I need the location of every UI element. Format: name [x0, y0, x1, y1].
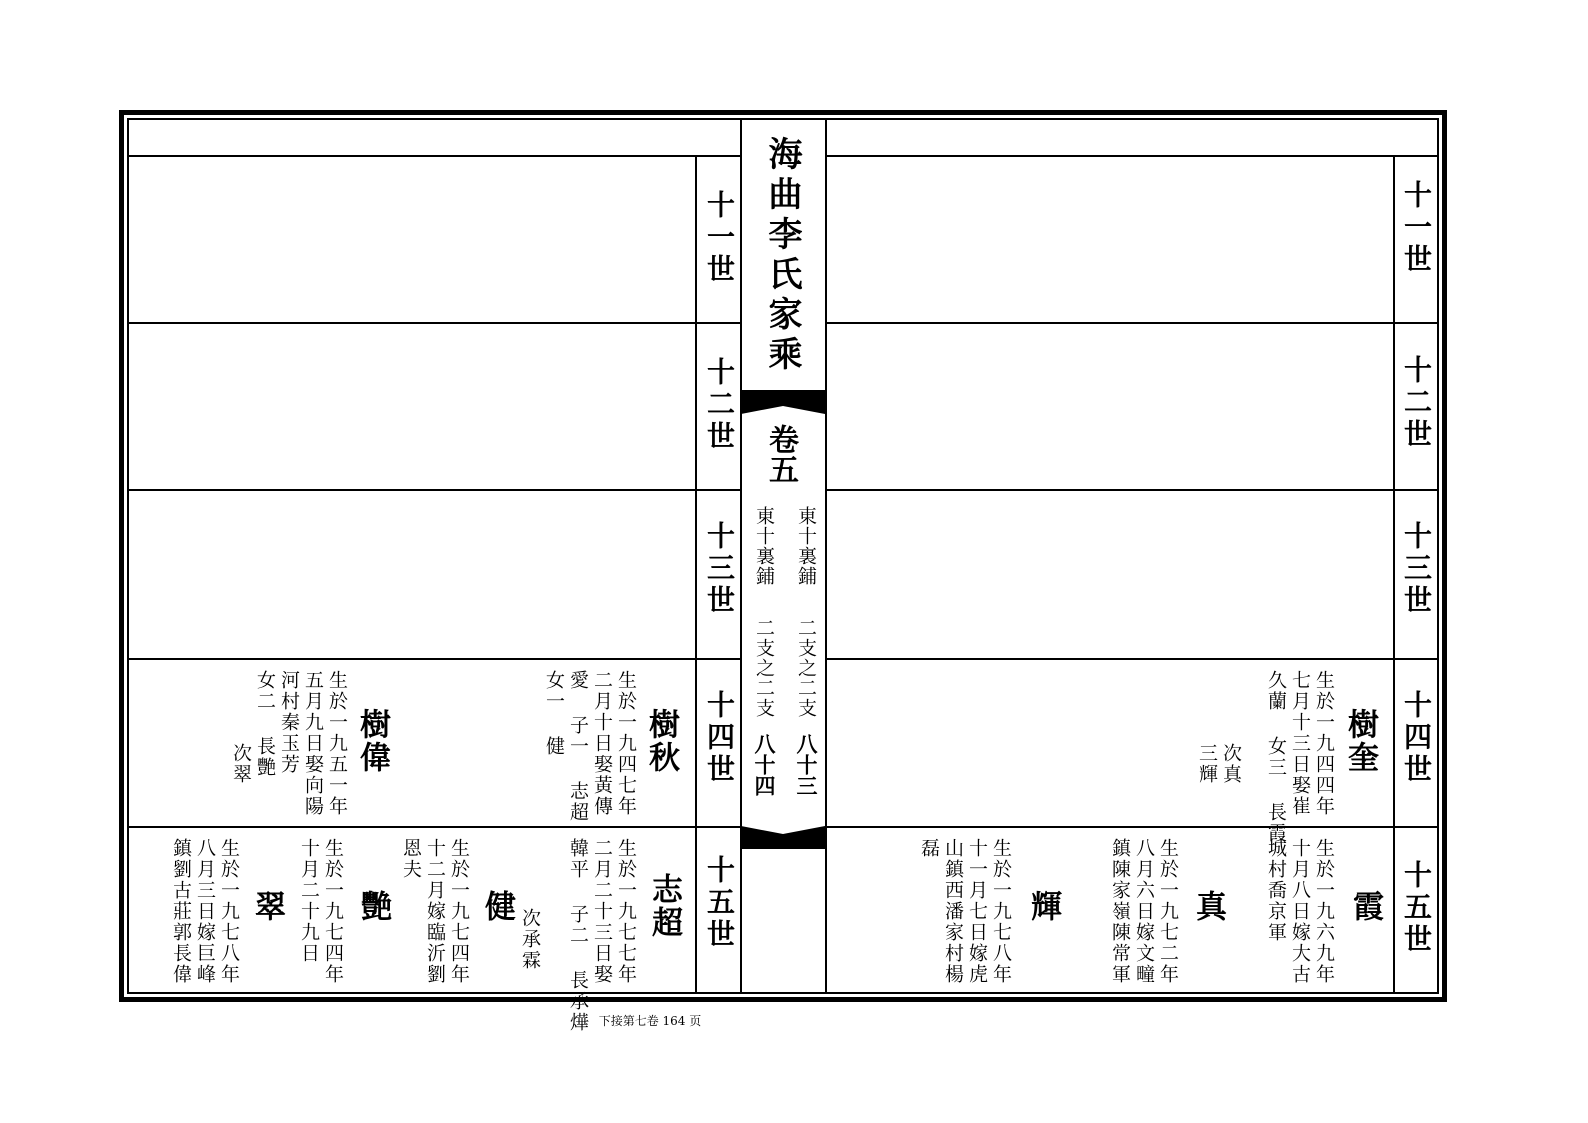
- person-name: 霞: [1347, 890, 1383, 923]
- entry-text: 生於一九七四年: [448, 838, 470, 985]
- entry-text: 次真: [1220, 743, 1242, 785]
- row-line: [127, 155, 740, 157]
- row-line: [826, 155, 1438, 157]
- entry-text: 七月十三日娶崔: [1289, 670, 1311, 817]
- gen-label-12: 十二世: [703, 357, 736, 453]
- entry-text: 生於一九五一年: [326, 670, 348, 817]
- page-number-left: 八十四: [752, 733, 777, 796]
- person-name: 樹偉: [354, 708, 390, 774]
- entry-text: 十月二十九日: [298, 838, 320, 964]
- entry-text: 生於一九七八年: [218, 838, 240, 985]
- entry-text: 五月九日娶向陽: [302, 670, 324, 817]
- entry-text: 生於一九七八年: [990, 838, 1012, 985]
- entry-text: 生於一九七七年: [615, 838, 637, 985]
- entry-text: 磊: [918, 838, 940, 859]
- person-name: 翠: [249, 890, 285, 923]
- gen-label-14: 十四世: [1400, 690, 1433, 786]
- entry-text: 女一 健: [543, 670, 565, 757]
- gen-label-15: 十五世: [1400, 860, 1433, 956]
- person-name: 健: [479, 890, 515, 923]
- entry-text: 鎮陳家嶺陳常軍: [1109, 838, 1131, 985]
- entry-text: 河村秦玉芳: [278, 670, 300, 775]
- entry-text: 生於一九六九年: [1313, 838, 1335, 985]
- entry-text: 生於一九七四年: [322, 838, 344, 985]
- page-number-right: 八十三: [794, 733, 819, 796]
- gen-label-11: 十一世: [1400, 180, 1433, 276]
- gen-label-11: 十一世: [703, 190, 736, 286]
- row-line: [127, 658, 740, 660]
- entry-text: 女二 長艷: [254, 670, 276, 778]
- person-name: 樹奎: [1342, 708, 1378, 774]
- row-line: [127, 489, 740, 491]
- person-name: 艷: [355, 890, 391, 923]
- entry-text: 生於一九四七年: [615, 670, 637, 817]
- sub-branch-left: 二支之二支: [753, 618, 775, 718]
- entry-text: 久蘭 女三 長霞: [1265, 670, 1287, 844]
- row-line: [826, 826, 1438, 828]
- entry-text: 八月三日嫁巨峰: [194, 838, 216, 985]
- gen-label-14: 十四世: [703, 690, 736, 786]
- entry-text: 十一月七日嫁虎: [966, 838, 988, 985]
- entry-text: 生於一九四四年: [1313, 670, 1335, 817]
- row-line: [826, 322, 1438, 324]
- spine-right-line: [825, 118, 827, 994]
- entry-text: 韓平 子二 長承燁: [567, 838, 589, 1033]
- person-name: 志超: [646, 873, 682, 939]
- entry-text: 二月二十三日娶: [591, 838, 613, 985]
- gen-label-15: 十五世: [703, 855, 736, 951]
- person-name: 輝: [1025, 890, 1061, 923]
- branch-label-left: 東十裏鋪: [753, 506, 775, 586]
- entry-text: 山鎮西潘家村楊: [942, 838, 964, 985]
- entry-text: 恩夫: [400, 838, 422, 880]
- gen-label-12: 十二世: [1400, 355, 1433, 451]
- person-name: 真: [1190, 890, 1226, 923]
- entry-text: 八月六日嫁文疃: [1133, 838, 1155, 985]
- entry-text: 鎮劉古莊郭長偉: [170, 838, 192, 985]
- entry-text: 十月八日嫁大古: [1289, 838, 1311, 985]
- sub-branch-right: 二支之二支: [795, 618, 817, 718]
- volume-label: 卷五: [763, 424, 798, 484]
- entry-text: 十二月嫁臨沂劉: [424, 838, 446, 985]
- entry-text: 次翠: [230, 743, 252, 785]
- continuation-note: 下接第七卷 164 页: [598, 1014, 702, 1028]
- row-line: [826, 658, 1438, 660]
- entry-text: 三輝: [1196, 743, 1218, 785]
- person-name: 樹秋: [643, 708, 679, 774]
- entry-text: 二月十日娶黃傳: [591, 670, 613, 817]
- entry-text: 生於一九七二年: [1157, 838, 1179, 985]
- gen-label-13: 十三世: [1400, 521, 1433, 617]
- entry-text: 城村喬京軍: [1265, 838, 1287, 943]
- entry-text: 愛 子一 志超: [567, 670, 589, 823]
- branch-label-right: 東十裏鋪: [795, 506, 817, 586]
- row-line: [826, 489, 1438, 491]
- row-line: [127, 322, 740, 324]
- book-title: 海曲李氏家乘: [762, 136, 802, 376]
- row-line: [127, 826, 740, 828]
- gen-label-13: 十三世: [703, 521, 736, 617]
- entry-text: 次承霖: [519, 908, 541, 971]
